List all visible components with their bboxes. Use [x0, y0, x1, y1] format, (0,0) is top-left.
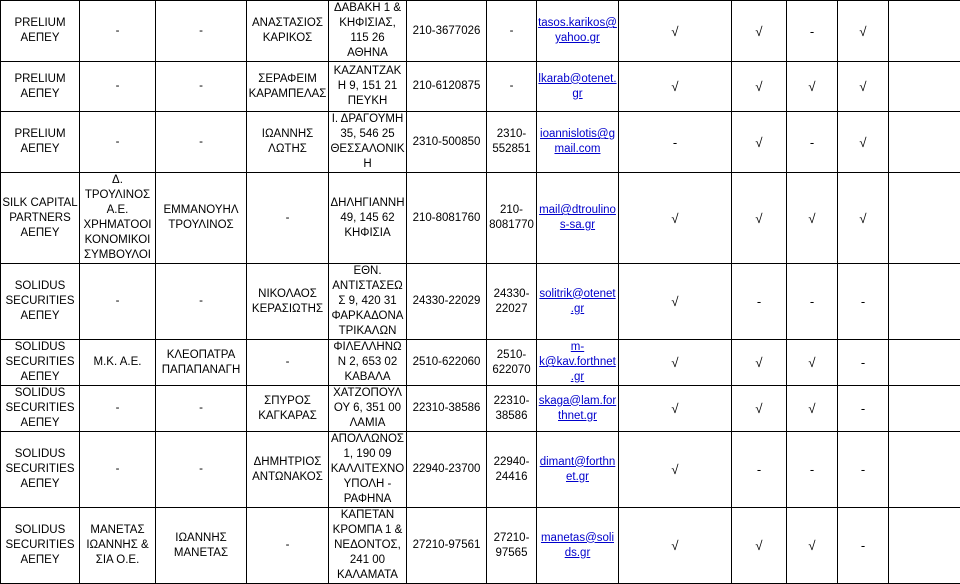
table-row [1, 508, 960, 584]
mark-cell: √ [619, 386, 732, 432]
mark-cell: √ [619, 173, 732, 264]
second-col-cell: ΚΛΕΟΠΑΤΡΑ ΠΑΠΑΠΑΝΑΓΗ [156, 340, 247, 386]
company-cell: SOLIDUS SECURITIES ΑΕΠΕΥ [1, 386, 80, 432]
mark-cell: √ [787, 62, 838, 112]
mark-cell: √ [732, 1, 787, 62]
fax-cell: 22310-38586 [487, 386, 537, 432]
table-row [1, 432, 960, 508]
mark-cell: √ [787, 340, 838, 386]
mark-cell: √ [732, 340, 787, 386]
fax-cell: - [487, 1, 537, 62]
second-col-cell: - [156, 264, 247, 340]
first-col-cell: - [80, 264, 156, 340]
first-col-cell: Δ. ΤΡΟΥΛΙΝΟΣ Α.Ε. ΧΡΗΜΑΤΟΟΙΚΟΝΟΜΙΚΟΙ ΣΥΜΒΟΥΛΟΙ [80, 173, 156, 264]
mark-cell: - [787, 1, 838, 62]
fax-cell: - [487, 62, 537, 112]
mark-cell: √ [732, 112, 787, 173]
legal-representative-cell: - [247, 508, 329, 584]
mark-cell: √ [619, 432, 732, 508]
mark-cell: √ [619, 508, 732, 584]
table-row [1, 1, 960, 62]
mark-cell [889, 264, 960, 340]
mark-cell: √ [787, 386, 838, 432]
mark-cell: √ [619, 340, 732, 386]
fax-cell: 27210-97565 [487, 508, 537, 584]
company-cell: SOLIDUS SECURITIES ΑΕΠΕΥ [1, 264, 80, 340]
mark-cell: - [619, 112, 732, 173]
legal-representative-cell: ΝΙΚΟΛΑΟΣ ΚΕΡΑΣΙΩΤΗΣ [247, 264, 329, 340]
table-row [1, 62, 960, 112]
email-link[interactable]: ioannislotis@gmail.com [537, 112, 619, 173]
company-cell: SOLIDUS SECURITIES ΑΕΠΕΥ [1, 508, 80, 584]
legal-representative-cell: ΣΕΡΑΦΕΙΜ ΚΑΡΑΜΠΕΛΑΣ [247, 62, 329, 112]
address-cell: ΔΑΒΑΚΗ 1 & ΚΗΦΙΣΙΑΣ, 115 26 ΑΘΗΝΑ [329, 1, 407, 62]
table-row [1, 386, 960, 432]
email-link[interactable]: skaga@lam.forthnet.gr [537, 386, 619, 432]
mark-cell: - [732, 264, 787, 340]
fax-cell: 22940-24416 [487, 432, 537, 508]
email-link[interactable]: solitrik@otenet.gr [537, 264, 619, 340]
email-link[interactable]: mail@dtroulinos-sa.gr [537, 173, 619, 264]
email-link[interactable]: dimant@forthnet.gr [537, 432, 619, 508]
mark-cell [889, 432, 960, 508]
first-col-cell: - [80, 62, 156, 112]
phone-cell: 22310-38586 [407, 386, 487, 432]
company-cell: PRELIUM ΑΕΠΕΥ [1, 112, 80, 173]
address-cell: ΚΑΠΕΤΑΝ ΚΡΟΜΠΑ 1 & ΝΕΔΟΝΤΟΣ, 241 00 ΚΑΛΑΜΑΤΑ [329, 508, 407, 584]
first-col-cell: - [80, 1, 156, 62]
table-row [1, 173, 960, 264]
second-col-cell: - [156, 386, 247, 432]
mark-cell: - [787, 264, 838, 340]
email-link[interactable]: manetas@solids.gr [537, 508, 619, 584]
table-row [1, 340, 960, 386]
mark-cell: √ [732, 173, 787, 264]
mark-cell: - [838, 340, 889, 386]
phone-cell: 210-8081760 [407, 173, 487, 264]
address-cell: ΚΑΖΑΝΤΖΑΚΗ 9, 151 21 ΠΕΥΚΗ [329, 62, 407, 112]
company-cell: SILK CAPITAL PARTNERS ΑΕΠΕΥ [1, 173, 80, 264]
mark-cell: √ [619, 62, 732, 112]
mark-cell [889, 386, 960, 432]
table-row [1, 112, 960, 173]
mark-cell: √ [787, 508, 838, 584]
phone-cell: 27210-97561 [407, 508, 487, 584]
mark-cell: - [787, 432, 838, 508]
address-cell: ΕΘΝ. ΑΝΤΙΣΤΑΣΕΩΣ 9, 420 31 ΦΑΡΚΑΔΟΝΑ ΤΡΙΚΑΛΩΝ [329, 264, 407, 340]
mark-cell: - [787, 112, 838, 173]
email-link[interactable]: tasos.karikos@yahoo.gr [537, 1, 619, 62]
mark-cell: √ [787, 173, 838, 264]
first-col-cell: Μ.Κ. Α.Ε. [80, 340, 156, 386]
phone-cell: 2310-500850 [407, 112, 487, 173]
phone-cell: 2510-622060 [407, 340, 487, 386]
company-cell: PRELIUM ΑΕΠΕΥ [1, 62, 80, 112]
mark-cell [889, 112, 960, 173]
legal-representative-cell: ΣΠΥΡΟΣ ΚΑΓΚΑΡΑΣ [247, 386, 329, 432]
legal-representative-cell: ΙΩΑΝΝΗΣ ΛΩΤΗΣ [247, 112, 329, 173]
mark-cell [889, 173, 960, 264]
phone-cell: 210-6120875 [407, 62, 487, 112]
mark-cell [889, 508, 960, 584]
second-col-cell: - [156, 1, 247, 62]
second-col-cell: - [156, 432, 247, 508]
phone-cell: 24330-22029 [407, 264, 487, 340]
address-cell: Ι. ΔΡΑΓΟΥΜΗ 35, 546 25 ΘΕΣΣΑΛΟΝΙΚΗ [329, 112, 407, 173]
second-col-cell: ΙΩΑΝΝΗΣ ΜΑΝΕΤΑΣ [156, 508, 247, 584]
mark-cell: - [732, 432, 787, 508]
table-row [1, 264, 960, 340]
phone-cell: 210-3677026 [407, 1, 487, 62]
address-cell: ΔΗΛΗΓΙΑΝΝΗ 49, 145 62 ΚΗΦΙΣΙΑ [329, 173, 407, 264]
email-link[interactable]: lkarab@otenet.gr [537, 62, 619, 112]
first-col-cell: - [80, 112, 156, 173]
fax-cell: 2510-622070 [487, 340, 537, 386]
company-cell: SOLIDUS SECURITIES ΑΕΠΕΥ [1, 340, 80, 386]
mark-cell: √ [732, 508, 787, 584]
mark-cell: √ [838, 173, 889, 264]
company-cell: PRELIUM ΑΕΠΕΥ [1, 1, 80, 62]
mark-cell: - [838, 432, 889, 508]
mark-cell: - [838, 508, 889, 584]
mark-cell: √ [838, 62, 889, 112]
legal-representative-cell: ΔΗΜΗΤΡΙΟΣ ΑΝΤΩΝΑΚΟΣ [247, 432, 329, 508]
mark-cell: √ [732, 386, 787, 432]
legal-representative-cell: - [247, 173, 329, 264]
fax-cell: 24330-22027 [487, 264, 537, 340]
legal-representative-cell: ΑΝΑΣΤΑΣΙΟΣ ΚΑΡΙΚΟΣ [247, 1, 329, 62]
mark-cell: - [838, 386, 889, 432]
address-cell: ΧΑΤΖΟΠΟΥΛΟΥ 6, 351 00 ΛΑΜΙΑ [329, 386, 407, 432]
legal-representative-cell: - [247, 340, 329, 386]
mark-cell [889, 1, 960, 62]
mark-cell: √ [838, 112, 889, 173]
mark-cell: √ [619, 1, 732, 62]
mark-cell: √ [732, 62, 787, 112]
first-col-cell: - [80, 386, 156, 432]
mark-cell: - [838, 264, 889, 340]
first-col-cell: ΜΑΝΕΤΑΣ ΙΩΑΝΝΗΣ & ΣΙΑ Ο.Ε. [80, 508, 156, 584]
fax-cell: 210-8081770 [487, 173, 537, 264]
fax-cell: 2310-552851 [487, 112, 537, 173]
company-cell: SOLIDUS SECURITIES ΑΕΠΕΥ [1, 432, 80, 508]
address-cell: ΦΙΛΕΛΛΗΝΩΝ 2, 653 02 ΚΑΒΑΛΑ [329, 340, 407, 386]
mark-cell: √ [838, 1, 889, 62]
address-cell: ΑΠΟΛΛΩΝΟΣ 1, 190 09 ΚΑΛΛΙΤΕΧΝΟΥΠΟΛΗ - ΡΑΦΗΝΑ [329, 432, 407, 508]
mark-cell [889, 340, 960, 386]
first-col-cell: - [80, 432, 156, 508]
second-col-cell: ΕΜΜΑΝΟΥΗΛ ΤΡΟΥΛΙΝΟΣ [156, 173, 247, 264]
mark-cell: √ [619, 264, 732, 340]
second-col-cell: - [156, 62, 247, 112]
mark-cell [889, 62, 960, 112]
second-col-cell: - [156, 112, 247, 173]
email-link[interactable]: m-k@kav.forthnet.gr [537, 340, 619, 386]
phone-cell: 22940-23700 [407, 432, 487, 508]
